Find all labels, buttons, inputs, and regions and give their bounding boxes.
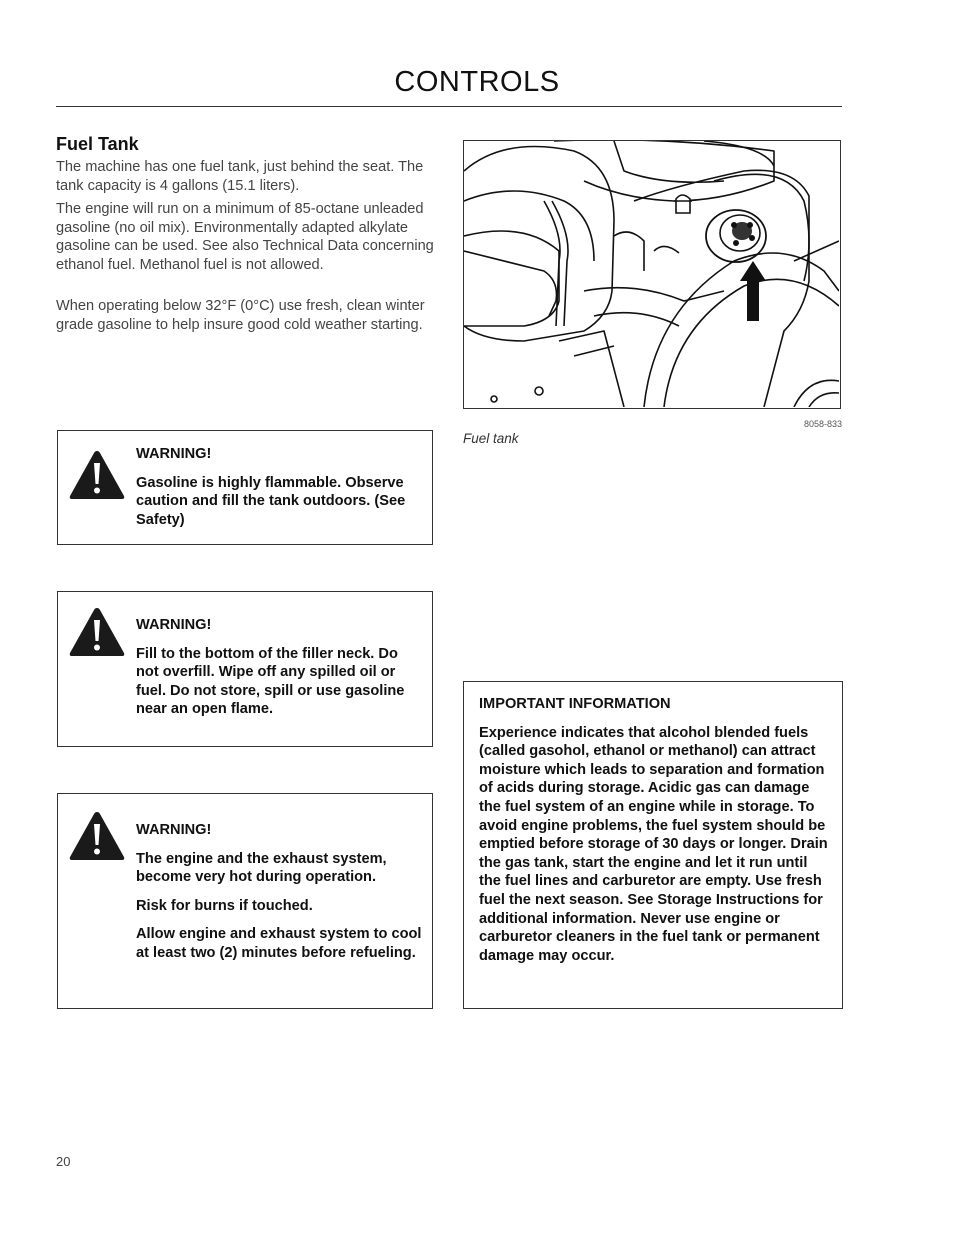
page-title: CONTROLS [394, 66, 560, 98]
section-heading: Fuel Tank [56, 134, 139, 154]
warning-text: Fill to the bottom of the filler neck. Do not overfill. Wipe off any spilled oil or fuel. Do not store, spill or use gasoline near an open flame. [136, 645, 405, 718]
warning-title: WARNING! [136, 822, 212, 838]
warning-text: Risk for burns if touched. [136, 897, 313, 914]
important-text: Experience indicates that alcohol blended fuels (called gasohol, ethanol or methanol) can attract moisture which leads to separation and formation of acids during storage. Acidic gas can damage the fuel system of an engine while in storage. To avoid engine problems, the fuel system should be emptied before storage of 30 days or longer. Drain the gas tank, start the engine and let it run until the fuel lines and carburetor are empty. Use fresh fuel the next season. See Storage Instructions for additional information. Never use engine or carburetor cleaners in the fuel tank or permanent damage may occur. [479, 724, 828, 964]
important-information-box [463, 681, 843, 1009]
figure-caption: Fuel tank [463, 431, 519, 446]
header-divider [56, 106, 842, 107]
important-title: IMPORTANT INFORMATION [479, 696, 671, 712]
body-paragraph: When operating below 32°F (0°C) use fresh, clean winter grade gasoline to help insure good cold weather starting. [56, 298, 425, 333]
figure-code: 8058-833 [803, 419, 842, 429]
warning-text: Allow engine and exhaust system to cool at least two (2) minutes before refueling. [136, 926, 422, 961]
warning-triangle-icon [68, 606, 126, 658]
body-paragraph: The machine has one fuel tank, just behind the seat. The tank capacity is 4 gallons (15.1 liters). [56, 159, 424, 194]
warning-box [57, 591, 433, 747]
warning-title: WARNING! [136, 617, 212, 633]
warning-title: WARNING! [136, 446, 212, 462]
warning-text: Gasoline is highly flammable. Observe caution and fill the tank outdoors. (See Safety) [136, 474, 406, 528]
warning-box [57, 793, 433, 1009]
body-paragraph: The engine will run on a minimum of 85-octane unleaded gasoline (no oil mix). Environmentally adapted alkylate gasoline can be used. See also Technical Data concerning ethanol fuel. Methanol fuel is not allowed. [56, 201, 434, 273]
arrow-up-icon [740, 261, 766, 321]
warning-box [57, 430, 433, 545]
fuel-tank-drawing [464, 141, 839, 407]
warning-text: The engine and the exhaust system, become very hot during operation. [136, 850, 387, 886]
warning-triangle-icon [68, 449, 126, 501]
fuel-cap-icon [706, 210, 766, 262]
warning-triangle-icon [68, 810, 126, 862]
page-number: 20 [56, 1154, 71, 1169]
fuel-tank-illustration [463, 140, 841, 409]
